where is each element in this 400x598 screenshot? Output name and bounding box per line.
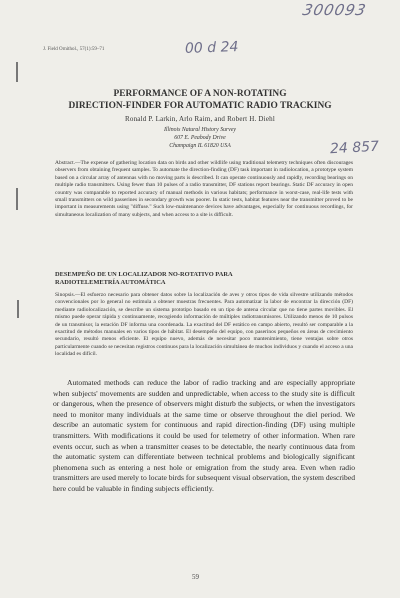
sinopsis-text: Sinopsis.—El esfuerzo necesario para obtener datos sobre la localización de aves y otros tipos de vida silvestre utilizando métodos convencionales por lo general no estimula a obtener muestras frecuentes. Para automatizar la labor de encontrar la dirección (DF) mediante radiolocalización, se describe un sistema prototipo basado en un tipo de antena circular que no tiene partes movibles. El mismo puede operar rápida y continuamente, recogiendo información de múltiples radiotransmisores. Utilizando menos de 10 pulsos de un transmisor, la estación DF informa una coordenada. La exactitud del DF estático en campo abierto, resultó ser comparable a la exactitud de métodos manuales en varios tipos de hábitat. El desempeño del equipo, con paserinos pequeños en áreas de crecimiento secundario, resultó menos eficiente. El equipo nuevo, además de necesitar poco mantenimiento, tiene ventajas sobre otros particularmente cuando se necesitan registros continuos para la localización simultánea de muchos individuos y cuando el acceso a una localidad es difícil. xyxy=(55,292,353,358)
spanish-title-line: DESEMPEÑO DE UN LOCALIZADOR NO-ROTATIVO PARA xyxy=(55,271,233,278)
body-text xyxy=(53,378,355,495)
title-line: DIRECTION-FINDER FOR AUTOMATIC RADIO TRACKING xyxy=(68,101,332,111)
abstract xyxy=(55,160,353,219)
journal-citation: J. Field Ornithol., 57(1):59–71 xyxy=(43,47,105,52)
spanish-title-line: RADIOTELEMETRÍA AUTOMÁTICA xyxy=(55,279,166,286)
handwritten-side-number: 24 857 xyxy=(329,138,380,158)
page-number: 59 xyxy=(192,573,199,581)
abstract-text: Abstract.—The expense of gathering location data on birds and other wildlife using traditional telemetry techniques often discourages observers from obtaining frequent samples. To automate the direction-finding (DF) task important in radiolocation, a prototype system based on a circular array of antennas with no moving parts is described. It can operate continuously and rapidly, recording bearings on multiple radio transmitters. Using fewer than 10 pulses of a radio transmitter, DF stations report bearings. Static DF accuracy in open country was comparable to reported accuracy of manual methods in various habitats; performance in worst-case, real-life tests with small transmitters on wild passerines in secondary growth was poorer. In static tests, habitat features near the transmitter proved to be important in measurements using "diffuse." Such low-maintenance devices have advantages, especially for continuous recordings, for simultaneous localization of many subjects, and when access to a site is difficult. xyxy=(55,160,353,218)
staple-mark xyxy=(17,300,19,318)
handwritten-reference-mark: 00 d 24 xyxy=(184,39,239,57)
article-title xyxy=(40,88,360,112)
title-line: PERFORMANCE OF A NON-ROTATING xyxy=(113,89,287,99)
staple-mark xyxy=(16,188,18,210)
sinopsis xyxy=(55,292,353,359)
spanish-title xyxy=(55,271,353,287)
staple-mark xyxy=(16,62,18,82)
affiliation-line: Champaign IL 61820 USA xyxy=(169,142,231,149)
affiliation xyxy=(40,127,360,150)
body-paragraph: Automated methods can reduce the labor of radio tracking and are especially appropriate when subjects' movements are sudden and unpredictable, when access to the study site is difficult or dangerous, when the presence of observers might disturb the subjects, or when the investigators need to monitor many individuals at the same time or observe throughout the diel period. We describe an automatic system for continuous and rapid direction-finding (DF) using multiple transmitters. With modifications it could be used for telemetry of other information. When rare events occur, such as when a transmitter ceases to be detectable, the nearly continuous data from the automatic system can differentiate between technical problems and biologically significant phenomena such as entering a nest hole or emigration from the study area. Even when radio transmitters are used merely to locate birds for subsequent visual observation, the system described here could be valuable in finding subjects efficiently. xyxy=(53,378,355,493)
author-list: Ronald P. Larkin, Arlo Raim, and Robert H. Diehl xyxy=(125,115,275,123)
affiliation-line: 607 E. Peabody Drive xyxy=(174,134,226,141)
handwritten-catalog-number: 300093 xyxy=(301,1,369,19)
affiliation-line: Illinois Natural History Survey xyxy=(164,127,236,133)
